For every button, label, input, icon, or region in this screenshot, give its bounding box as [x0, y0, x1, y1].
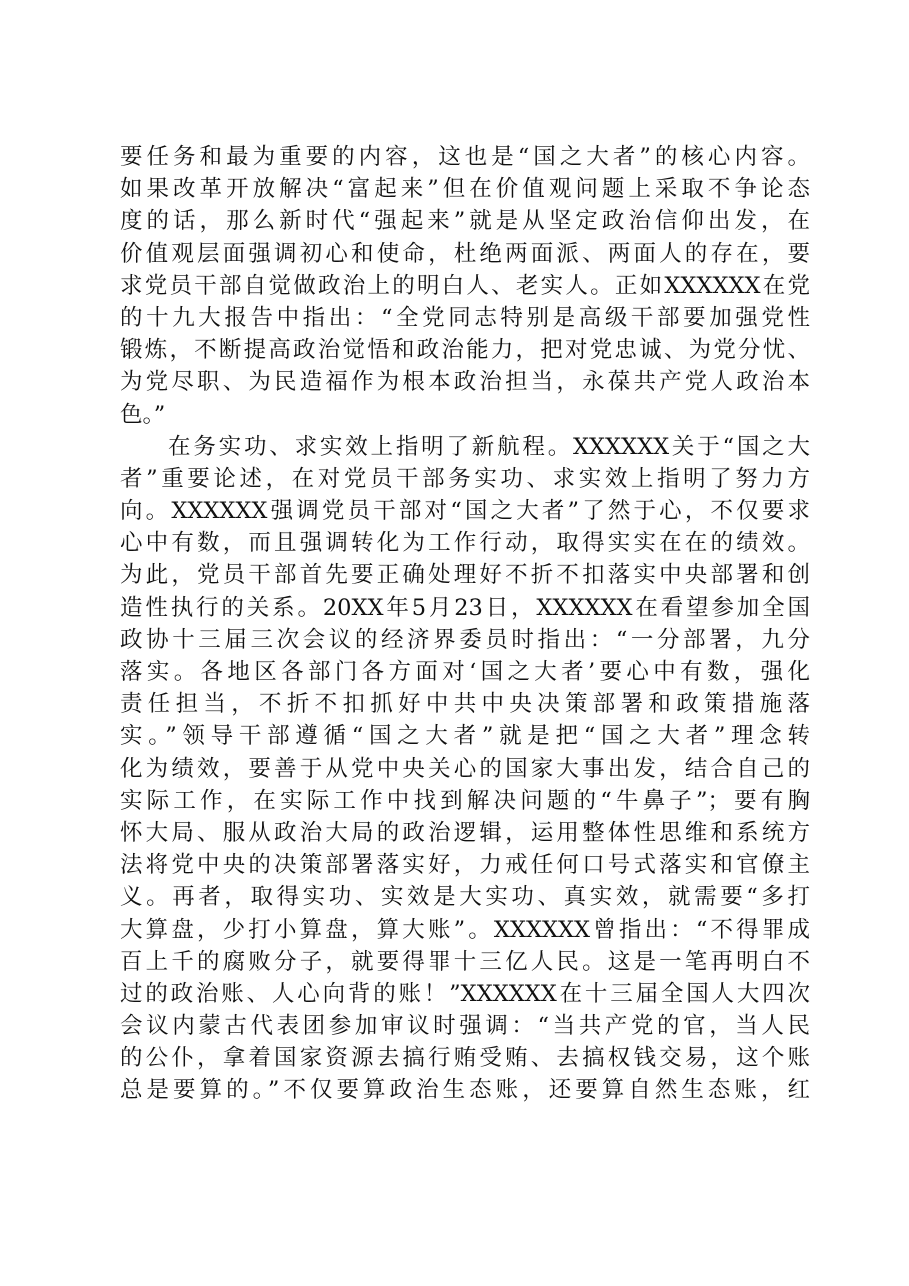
paragraph-2-line-10: 实。”领导干部遵循“国之大者”就是把“国之大者”理念转	[120, 723, 810, 750]
paragraph-2-line-17: 百上千的腐败分子，就要得罪十三亿人民。这是一笔再明白不	[120, 948, 810, 975]
paragraph-1-line-6: 的十九大报告中指出：“全党同志特别是高级干部要加强党性	[120, 304, 810, 331]
paragraph-2-line-20: 的公仆，拿着国家资源去搞行贿受贿、去搞权钱交易，这个账	[120, 1045, 810, 1072]
paragraph-2-line-6: 造性执行的关系。20XX年5月23日，XXXXXX在看望参加全国	[120, 594, 810, 621]
paragraph-1-line-4: 价值观层面强调初心和使命，杜绝两面派、两面人的存在，要	[120, 240, 810, 267]
paragraph-2-line-4: 心中有数，而且强调转化为工作行动，取得实实在在的绩效。	[120, 530, 810, 557]
paragraph-1-line-9: 色。”	[120, 401, 166, 428]
paragraph-2-line-3: 向。XXXXXX强调党员干部对“国之大者”了然于心，不仅要求	[120, 498, 810, 525]
paragraph-1-line-7: 锻炼，不断提高政治觉悟和政治能力，把对党忠诚、为党分忧、	[120, 337, 810, 364]
paragraph-1-line-1: 要任务和最为重要的内容，这也是“国之大者”的核心内容。	[120, 144, 810, 170]
paragraph-1-line-5: 求党员干部自觉做政治上的明白人、老实人。正如XXXXXX在党	[120, 272, 810, 299]
paragraph-2-line-8: 落实。各地区各部门各方面对‘国之大者’要心中有数，强化	[120, 659, 810, 685]
paragraph-2-line-5: 为此，党员干部首先要正确处理好不折不扣落实中央部署和创	[120, 562, 810, 589]
paragraph-2-line-16: 大算盘，少打小算盘，算大账”。XXXXXX曾指出：“不得罪成	[120, 916, 810, 943]
paragraph-2-line-12: 实际工作，在实际工作中找到解决问题的“牛鼻子”；要有胸	[120, 787, 810, 814]
paragraph-2-line-7: 政协十三届三次会议的经济界委员时指出：“一分部署，九分	[120, 626, 810, 653]
paragraph-2-line-2: 者”重要论述，在对党员干部务实功、求实效上指明了努力方	[120, 465, 810, 492]
paragraph-2-line-21: 总是要算的。”不仅要算政治生态账，还要算自然生态账，红	[120, 1077, 810, 1104]
body-text	[120, 141, 810, 1107]
paragraph-2-line-9: 责任担当，不折不扣抓好中共中央决策部署和政策措施落	[120, 691, 810, 718]
paragraph-2-line-19: 会议内蒙古代表团参加审议时强调：“当共产党的官，当人民	[120, 1013, 810, 1040]
paragraph-2-line-14: 法将党中央的决策部署落实好，力戒任何口号式落实和官僚主	[120, 852, 810, 879]
paragraph-1-line-2: 如果改革开放解决“富起来”但在价值观问题上采取不争论态	[120, 176, 810, 203]
paragraph-2-line-13: 怀大局、服从政治大局的政治逻辑，运用整体性思维和系统方	[120, 819, 810, 846]
paragraph-2-line-18: 过的政治账、人心向背的账！”XXXXXX在十三届全国人大四次	[120, 980, 810, 1007]
paragraph-1-line-8: 为党尽职、为民造福作为根本政治担当，永葆共产党人政治本	[120, 369, 810, 396]
paragraph-2-line-1: 在务实功、求实效上指明了新航程。XXXXXX关于“国之大	[168, 433, 810, 460]
paragraph-1-line-3: 度的话，那么新时代“强起来”就是从坚定政治信仰出发，在	[120, 208, 810, 235]
paragraph-2-line-15: 义。再者，取得实功、实效是大实功、真实效，就需要“多打	[120, 884, 810, 911]
paragraph-2-line-11: 化为绩效，要善于从党中央关心的国家大事出发，结合自己的	[120, 755, 810, 782]
